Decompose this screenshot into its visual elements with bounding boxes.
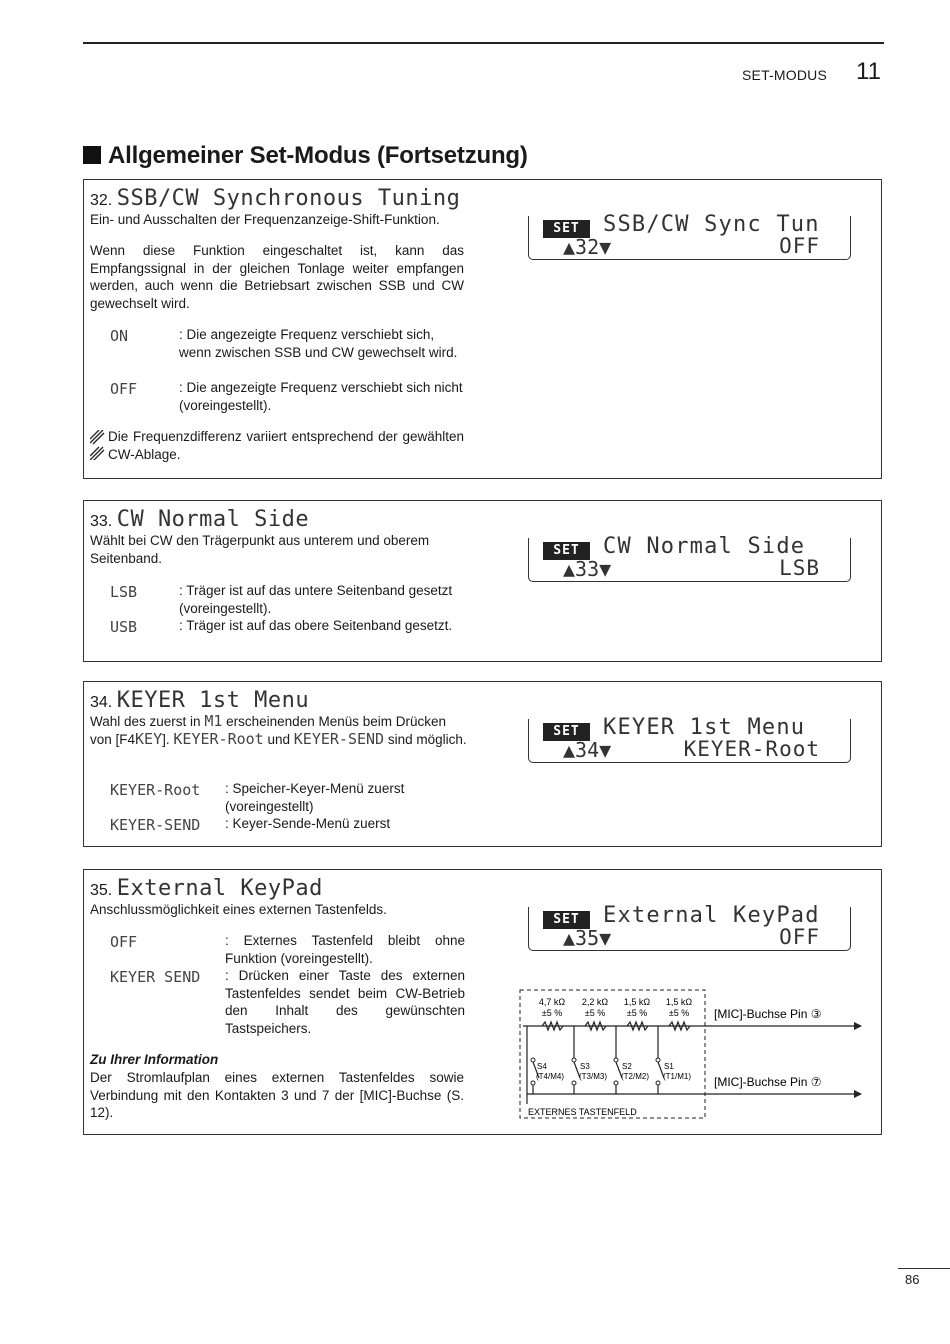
item-35-box [83, 869, 882, 1135]
section-label: SET-MODUS [742, 67, 828, 83]
item-description: Ein- und Ausschalten der Frequenzanzeige-Shift-Funktion. [90, 212, 440, 227]
option-desc: : Träger ist auf das obere Seitenband gesetzt. [179, 618, 453, 633]
item-number: 33. [90, 513, 113, 530]
set-badge: SET [543, 911, 590, 929]
lcd-line2: ▲32▼ [563, 235, 612, 259]
desc-text: erscheinenden Menüs beim Drücken von [F4 [90, 714, 447, 747]
item-33-box [83, 500, 882, 662]
switch-sub: (T4/M4) [536, 1072, 564, 1081]
lcd-line1: External KeyPad [603, 903, 820, 928]
item-name: SSB/CW Synchronous Tuning [116, 186, 461, 211]
option-key: OFF [110, 933, 138, 951]
desc-root: KEYER-Root [173, 729, 264, 748]
lcd-line1: CW Normal Side [603, 534, 806, 559]
item-description-detail: Wenn diese Funktion eingeschaltet ist, kann das Empfangssignal in der gleichen Tonlage weiter empfangen werden, auch wenn die Betriebsart zwischen SSB und CW gewechselt wird. [90, 243, 464, 311]
resistor-value: 1,5 kΩ [623, 997, 651, 1007]
page-title [83, 142, 528, 170]
page-title-text: Allgemeiner Set-Modus (Fortsetzung) [108, 142, 528, 169]
option-key: KEYER-SEND [110, 816, 201, 834]
option-key: KEYER SEND [110, 968, 201, 986]
set-badge: SET [543, 542, 590, 560]
lcd-value: KEYER-Root [683, 737, 820, 761]
switch-name: S1 [664, 1062, 674, 1071]
resistor-tol: ±5 % [668, 1008, 690, 1018]
lcd-value: LSB [779, 556, 820, 580]
desc-send: KEYER-SEND [293, 729, 385, 748]
item-name: KEYER 1st Menu [116, 688, 310, 713]
pin3-label: [MIC]-Buchse Pin ③ [714, 1007, 822, 1021]
option-desc: : Speicher-Keyer-Menü zuerst (voreingestellt) [225, 781, 405, 814]
resistor-value: 2,2 kΩ [581, 997, 609, 1007]
resistor-tol: ±5 % [626, 1008, 648, 1018]
item-description [90, 713, 470, 748]
resistor-tol: ±5 % [584, 1008, 606, 1018]
switch-name: S3 [580, 1062, 590, 1071]
set-badge: SET [543, 723, 590, 741]
item-34-box [83, 681, 882, 847]
option-key: OFF [110, 380, 138, 398]
desc-text: ]. [162, 731, 170, 747]
chapter-number: 11 [856, 58, 881, 85]
lcd-value: OFF [779, 925, 820, 949]
item-number: 32. [90, 192, 113, 209]
desc-key: KEY [135, 729, 163, 748]
option-key: LSB [110, 583, 138, 601]
keypad-label: EXTERNES TASTENFELD [528, 1107, 637, 1117]
item-description: Anschlussmöglichkeit eines externen Tastenfelds. [90, 902, 387, 917]
switch-sub: (T1/M1) [663, 1072, 691, 1081]
lcd-value: OFF [779, 234, 820, 258]
set-badge: SET [543, 220, 590, 238]
option-desc: : Träger ist auf das untere Seitenband gesetzt (voreingestellt). [179, 583, 453, 616]
switch-sub: (T2/M2) [621, 1072, 649, 1081]
note-text: Die Frequenzdifferenz variiert entsprechend der gewählten CW-Ablage. [108, 429, 464, 462]
switch-name: S4 [537, 1062, 547, 1071]
footer-rule [898, 1268, 950, 1269]
item-number: 34. [90, 694, 113, 711]
resistor-tol: ±5 % [541, 1008, 563, 1018]
lcd-display [528, 903, 851, 951]
option-key: KEYER-Root [110, 781, 201, 799]
info-text: Der Stromlaufplan eines externen Tastenfeldes sowie Verbindung mit den Kontakten 3 und 7 der [MIC]-Buchse (S. 12). [90, 1070, 464, 1120]
info-title: Zu Ihrer Information [90, 1052, 219, 1067]
pin3-arrow [854, 1022, 862, 1030]
option-key: ON [110, 327, 129, 345]
desc-text: sind möglich. [387, 731, 467, 747]
desc-text: Wahl des zuerst in [90, 714, 201, 729]
switch-sub: (T3/M3) [579, 1072, 607, 1081]
option-desc: : Die angezeigte Frequenz verschiebt sich nicht (voreingestellt). [179, 380, 463, 413]
item-name: External KeyPad [116, 876, 323, 901]
lcd-line1: SSB/CW Sync Tun [603, 212, 820, 237]
switch-name: S2 [622, 1062, 632, 1071]
resistor-value: 1,5 kΩ [665, 997, 693, 1007]
desc-m1: M1 [204, 712, 223, 730]
lcd-display [528, 212, 851, 260]
lcd-display [528, 534, 851, 582]
pin7-arrow [854, 1090, 862, 1098]
option-desc: : Die angezeigte Frequenz verschiebt sich, wenn zwischen SSB und CW gewechselt wird. [179, 327, 458, 360]
item-name: CW Normal Side [116, 507, 310, 532]
lcd-display [528, 715, 851, 763]
lcd-line2: ▲34▼ [563, 738, 612, 762]
option-desc: : Drücken einer Taste des externen Tastenfeldes sendet beim CW-Betrieb den Inhalt des gewünschten Tastspeichers. [225, 968, 465, 1036]
keypad-circuit [514, 980, 864, 1125]
option-key: USB [110, 618, 138, 636]
page-number: 86 [905, 1272, 920, 1287]
pin7-label: [MIC]-Buchse Pin ⑦ [714, 1075, 822, 1089]
lcd-line2: ▲35▼ [563, 926, 612, 950]
item-number: 35. [90, 882, 113, 899]
option-desc: : Externes Tastenfeld bleibt ohne Funktion (voreingestellt). [225, 933, 465, 966]
header-rule [83, 42, 884, 44]
resistor-value: 4,7 kΩ [538, 997, 566, 1007]
note-icon [90, 430, 106, 460]
lcd-line1: KEYER 1st Menu [603, 715, 806, 740]
lcd-line2: ▲33▼ [563, 557, 612, 581]
desc-text: und [267, 731, 291, 747]
option-desc: : Keyer-Sende-Menü zuerst [225, 816, 391, 831]
item-32-box [83, 179, 882, 479]
item-description: Wählt bei CW den Trägerpunkt aus unterem und oberem Seitenband. [90, 533, 430, 566]
title-square-icon [83, 146, 101, 164]
